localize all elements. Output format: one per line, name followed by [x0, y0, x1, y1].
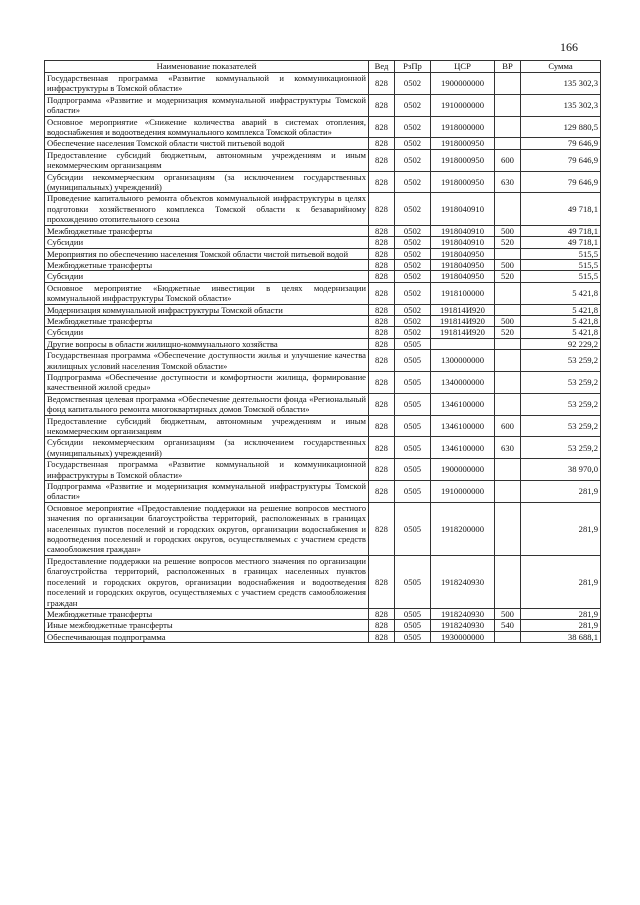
table-row [45, 94, 601, 116]
cell-rzpr: 0502 [395, 237, 431, 248]
table-row [45, 437, 601, 459]
cell-csr: 1918040950 [431, 248, 495, 259]
cell-sum: 92 229,2 [521, 338, 601, 349]
table-header-row [45, 61, 601, 73]
cell-name: Мероприятия по обеспечению населения Томской области чистой питьевой водой [45, 248, 369, 259]
cell-ved: 828 [369, 116, 395, 138]
cell-sum: 135 302,3 [521, 94, 601, 116]
cell-rzpr: 0505 [395, 415, 431, 437]
cell-csr: 1918000950 [431, 171, 495, 193]
cell-rzpr: 0502 [395, 271, 431, 282]
cell-csr: 1930000000 [431, 631, 495, 642]
cell-name: Государственная программа «Развитие коммунальной и коммуникационной инфраструктуры в Томской области» [45, 73, 369, 95]
cell-vr [495, 371, 521, 393]
cell-csr: 1346100000 [431, 437, 495, 459]
cell-vr [495, 393, 521, 415]
header-name: Наименование показателей [45, 61, 369, 73]
table-row [45, 481, 601, 503]
cell-vr: 600 [495, 415, 521, 437]
cell-vr: 520 [495, 237, 521, 248]
table-row [45, 327, 601, 338]
cell-vr: 600 [495, 149, 521, 171]
table-row [45, 502, 601, 555]
cell-ved: 828 [369, 393, 395, 415]
cell-rzpr: 0505 [395, 371, 431, 393]
cell-vr [495, 350, 521, 372]
cell-ved: 828 [369, 94, 395, 116]
cell-ved: 828 [369, 171, 395, 193]
cell-ved: 828 [369, 149, 395, 171]
table-row [45, 555, 601, 608]
cell-name: Основное мероприятие «Предоставление поддержки на решение вопросов местного значения по организации благоустройства территорий, расположенных в границах населенных пунктов поселений и городских округов, организации водоснабжения и водоотведения поселений и городских округов, осуществляемых с участием средств самообложения граждан» [45, 502, 369, 555]
cell-sum: 5 421,8 [521, 315, 601, 326]
cell-rzpr: 0505 [395, 350, 431, 372]
cell-sum: 515,5 [521, 259, 601, 270]
table-row [45, 608, 601, 619]
cell-rzpr: 0502 [395, 171, 431, 193]
cell-rzpr: 0505 [395, 608, 431, 619]
cell-name: Другие вопросы в области жилищно-коммунального хозяйства [45, 338, 369, 349]
cell-vr [495, 248, 521, 259]
cell-csr: 1346100000 [431, 415, 495, 437]
cell-name: Государственная программа «Обеспечение доступности жилья и улучшение качества жилищных условий населения Томской области» [45, 350, 369, 372]
cell-ved: 828 [369, 73, 395, 95]
cell-csr: 1918240930 [431, 555, 495, 608]
cell-rzpr: 0505 [395, 459, 431, 481]
table-row [45, 459, 601, 481]
cell-sum: 281,9 [521, 481, 601, 503]
cell-ved: 828 [369, 608, 395, 619]
cell-ved: 828 [369, 138, 395, 149]
cell-ved: 828 [369, 193, 395, 225]
cell-name: Модернизация коммунальной инфраструктуры Томской области [45, 304, 369, 315]
cell-name: Государственная программа «Развитие коммунальной и коммуникационной инфраструктуры в Томской области» [45, 459, 369, 481]
table-row [45, 631, 601, 642]
cell-sum: 5 421,8 [521, 327, 601, 338]
cell-csr: 1918040910 [431, 225, 495, 236]
cell-rzpr: 0505 [395, 437, 431, 459]
cell-vr [495, 116, 521, 138]
cell-name: Субсидии [45, 327, 369, 338]
cell-ved: 828 [369, 248, 395, 259]
table-row [45, 248, 601, 259]
cell-sum: 49 718,1 [521, 225, 601, 236]
cell-ved: 828 [369, 315, 395, 326]
cell-sum: 79 646,9 [521, 138, 601, 149]
cell-sum: 38 970,0 [521, 459, 601, 481]
cell-ved: 828 [369, 225, 395, 236]
cell-name: Межбюджетные трансферты [45, 315, 369, 326]
cell-rzpr: 0502 [395, 225, 431, 236]
cell-name: Основное мероприятие «Снижение количества аварий в системах отопления, водоснабжения и водоотведения коммунального комплекса Томской области» [45, 116, 369, 138]
cell-ved: 828 [369, 282, 395, 304]
cell-name: Субсидии некоммерческим организациям (за исключением государственных (муниципальных) учреждений) [45, 437, 369, 459]
table-row [45, 259, 601, 270]
cell-vr [495, 94, 521, 116]
cell-sum: 79 646,9 [521, 149, 601, 171]
table-row [45, 338, 601, 349]
table-row [45, 73, 601, 95]
cell-vr [495, 73, 521, 95]
cell-name: Предоставление субсидий бюджетным, автономным учреждениям и иным некоммерческим организациям [45, 149, 369, 171]
cell-vr [495, 138, 521, 149]
cell-rzpr: 0502 [395, 282, 431, 304]
cell-rzpr: 0502 [395, 94, 431, 116]
cell-vr [495, 338, 521, 349]
cell-csr: 191814И920 [431, 327, 495, 338]
cell-vr [495, 282, 521, 304]
cell-ved: 828 [369, 415, 395, 437]
cell-rzpr: 0502 [395, 259, 431, 270]
cell-ved: 828 [369, 437, 395, 459]
cell-ved: 828 [369, 350, 395, 372]
header-csr: ЦСР [431, 61, 495, 73]
cell-csr: 1918040950 [431, 259, 495, 270]
cell-name: Предоставление субсидий бюджетным, автономным учреждениям и иным некоммерческим организациям [45, 415, 369, 437]
table-row [45, 415, 601, 437]
table-row [45, 149, 601, 171]
cell-csr: 191814И920 [431, 315, 495, 326]
cell-rzpr: 0502 [395, 138, 431, 149]
cell-name: Проведение капитального ремонта объектов коммунальной инфраструктуры в целях подготовки хозяйственного комплекса Томской области к безаварийному прохождению отопительного сезона [45, 193, 369, 225]
table-row [45, 138, 601, 149]
cell-csr: 1910000000 [431, 94, 495, 116]
header-rzpr: РзПр [395, 61, 431, 73]
cell-csr: 1900000000 [431, 73, 495, 95]
cell-rzpr: 0505 [395, 502, 431, 555]
cell-vr [495, 502, 521, 555]
cell-name: Подпрограмма «Развитие и модернизация коммунальной инфраструктуры Томской области» [45, 94, 369, 116]
cell-vr: 500 [495, 315, 521, 326]
header-vr: ВР [495, 61, 521, 73]
cell-name: Субсидии некоммерческим организациям (за исключением государственных (муниципальных) учреждений) [45, 171, 369, 193]
table-row [45, 171, 601, 193]
cell-csr: 1900000000 [431, 459, 495, 481]
cell-sum: 49 718,1 [521, 193, 601, 225]
table-row [45, 393, 601, 415]
cell-sum: 53 259,2 [521, 371, 601, 393]
cell-csr: 1300000000 [431, 350, 495, 372]
cell-ved: 828 [369, 459, 395, 481]
cell-rzpr: 0502 [395, 73, 431, 95]
cell-csr: 1918100000 [431, 282, 495, 304]
cell-name: Субсидии [45, 237, 369, 248]
cell-rzpr: 0505 [395, 631, 431, 642]
cell-name: Обеспечивающая подпрограмма [45, 631, 369, 642]
cell-csr: 1918040950 [431, 271, 495, 282]
cell-ved: 828 [369, 502, 395, 555]
cell-sum: 5 421,8 [521, 282, 601, 304]
table-row [45, 225, 601, 236]
cell-csr: 1918000000 [431, 116, 495, 138]
cell-sum: 135 302,3 [521, 73, 601, 95]
cell-sum: 53 259,2 [521, 437, 601, 459]
cell-sum: 38 688,1 [521, 631, 601, 642]
cell-vr: 520 [495, 327, 521, 338]
cell-rzpr: 0502 [395, 304, 431, 315]
cell-csr: 1346100000 [431, 393, 495, 415]
cell-rzpr: 0502 [395, 248, 431, 259]
cell-vr: 630 [495, 437, 521, 459]
cell-name: Подпрограмма «Развитие и модернизация коммунальной инфраструктуры Томской области» [45, 481, 369, 503]
cell-vr [495, 304, 521, 315]
cell-rzpr: 0505 [395, 620, 431, 631]
cell-sum: 53 259,2 [521, 350, 601, 372]
cell-name: Субсидии [45, 271, 369, 282]
cell-ved: 828 [369, 555, 395, 608]
page-number: 166 [560, 40, 578, 54]
cell-ved: 828 [369, 631, 395, 642]
cell-vr: 500 [495, 608, 521, 619]
cell-ved: 828 [369, 271, 395, 282]
table-row [45, 271, 601, 282]
cell-vr: 630 [495, 171, 521, 193]
cell-csr: 1918200000 [431, 502, 495, 555]
cell-vr: 500 [495, 225, 521, 236]
table-row [45, 237, 601, 248]
cell-vr [495, 193, 521, 225]
cell-sum: 281,9 [521, 608, 601, 619]
cell-csr: 1340000000 [431, 371, 495, 393]
cell-rzpr: 0502 [395, 116, 431, 138]
cell-sum: 49 718,1 [521, 237, 601, 248]
cell-csr [431, 338, 495, 349]
cell-csr: 1918040910 [431, 193, 495, 225]
cell-rzpr: 0502 [395, 315, 431, 326]
cell-vr: 540 [495, 620, 521, 631]
table-row [45, 193, 601, 225]
cell-name: Ведомственная целевая программа «Обеспечение деятельности фонда «Региональный фонд капитального ремонта многоквартирных домов Томской области» [45, 393, 369, 415]
cell-ved: 828 [369, 481, 395, 503]
cell-csr: 1918000950 [431, 138, 495, 149]
cell-ved: 828 [369, 338, 395, 349]
cell-vr [495, 459, 521, 481]
cell-ved: 828 [369, 620, 395, 631]
cell-sum: 515,5 [521, 271, 601, 282]
cell-name: Межбюджетные трансферты [45, 225, 369, 236]
cell-rzpr: 0502 [395, 193, 431, 225]
cell-ved: 828 [369, 259, 395, 270]
cell-name: Иные межбюджетные трансферты [45, 620, 369, 631]
cell-ved: 828 [369, 371, 395, 393]
cell-rzpr: 0502 [395, 327, 431, 338]
cell-sum: 281,9 [521, 555, 601, 608]
cell-vr [495, 631, 521, 642]
cell-sum: 53 259,2 [521, 393, 601, 415]
table-row [45, 116, 601, 138]
cell-rzpr: 0505 [395, 338, 431, 349]
budget-table [44, 60, 601, 643]
cell-rzpr: 0505 [395, 555, 431, 608]
cell-name: Межбюджетные трансферты [45, 259, 369, 270]
cell-vr: 500 [495, 259, 521, 270]
cell-sum: 79 646,9 [521, 171, 601, 193]
cell-name: Подпрограмма «Обеспечение доступности и комфортности жилища, формирование качественной жилой среды» [45, 371, 369, 393]
cell-csr: 1910000000 [431, 481, 495, 503]
cell-sum: 129 880,5 [521, 116, 601, 138]
cell-sum: 281,9 [521, 502, 601, 555]
cell-csr: 1918040910 [431, 237, 495, 248]
table-row [45, 350, 601, 372]
cell-vr [495, 555, 521, 608]
header-sum: Сумма [521, 61, 601, 73]
cell-ved: 828 [369, 237, 395, 248]
table-row [45, 620, 601, 631]
cell-sum: 515,5 [521, 248, 601, 259]
cell-rzpr: 0502 [395, 149, 431, 171]
cell-name: Межбюджетные трансферты [45, 608, 369, 619]
cell-csr: 191814И920 [431, 304, 495, 315]
cell-rzpr: 0505 [395, 481, 431, 503]
cell-ved: 828 [369, 304, 395, 315]
cell-sum: 53 259,2 [521, 415, 601, 437]
cell-vr [495, 481, 521, 503]
cell-name: Обеспечение населения Томской области чистой питьевой водой [45, 138, 369, 149]
cell-rzpr: 0505 [395, 393, 431, 415]
table-row [45, 315, 601, 326]
header-ved: Вед [369, 61, 395, 73]
table-row [45, 371, 601, 393]
cell-csr: 1918240930 [431, 620, 495, 631]
cell-csr: 1918240930 [431, 608, 495, 619]
cell-csr: 1918000950 [431, 149, 495, 171]
cell-name: Основное мероприятие «Бюджетные инвестиции в целях модернизации коммунальной инфраструктуры Томской области» [45, 282, 369, 304]
cell-vr: 520 [495, 271, 521, 282]
cell-sum: 5 421,8 [521, 304, 601, 315]
table-row [45, 282, 601, 304]
table-row [45, 304, 601, 315]
cell-ved: 828 [369, 327, 395, 338]
cell-sum: 281,9 [521, 620, 601, 631]
cell-name: Предоставление поддержки на решение вопросов местного значения по организации благоустройства территорий, расположенных в границах населенных пунктов поселений и городских округов, организации водоснабжения и водоотведения поселений и городских округов, осуществляемых с участием средств самообложения граждан [45, 555, 369, 608]
